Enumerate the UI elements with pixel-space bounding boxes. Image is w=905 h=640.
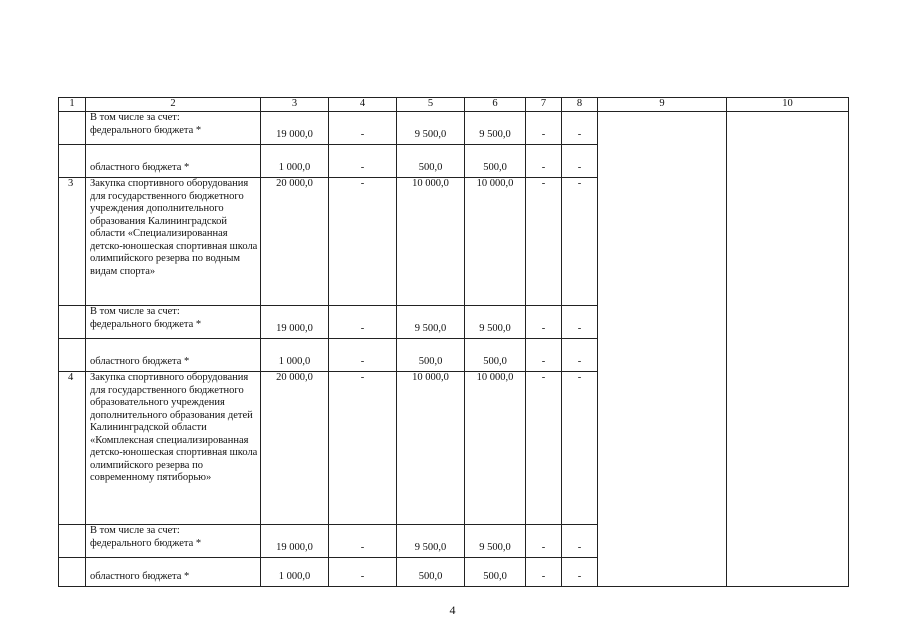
header-cell-9: 9 <box>598 98 727 112</box>
funding-source-intro: В том числе за счет: <box>90 306 180 317</box>
value-col-4: - <box>329 372 397 525</box>
value-col-6: 10 000,0 <box>465 178 526 306</box>
table-row <box>59 112 849 145</box>
value-col-5: 9 500,0 <box>397 112 465 145</box>
value-col-8: - <box>562 178 598 306</box>
value-col-5: 10 000,0 <box>397 372 465 525</box>
value-col-8: - <box>562 339 598 372</box>
row-number: 4 <box>59 372 86 525</box>
item-description: Закупка спортивного оборудования для государственного бюджетного образовательного учреждения дополнительного образования детей Калининградской области «Комплексная специализированная детско-юношеская спортивная школа олимпийского резерва по современному пятиборью» <box>86 372 261 525</box>
value-col-5: 500,0 <box>397 145 465 178</box>
value-col-7: - <box>526 339 562 372</box>
value-col-4: - <box>329 112 397 145</box>
value-col-8: - <box>562 525 598 558</box>
value-col-3: 19 000,0 <box>261 112 329 145</box>
value-col-3: 1 000,0 <box>261 145 329 178</box>
header-cell-8: 8 <box>562 98 598 112</box>
value-col-5: 9 500,0 <box>397 306 465 339</box>
row-description <box>86 525 261 558</box>
value-col-4: - <box>329 145 397 178</box>
value-col-7: - <box>526 306 562 339</box>
value-col-5: 500,0 <box>397 558 465 587</box>
value-col-3: 19 000,0 <box>261 525 329 558</box>
value-col-4: - <box>329 306 397 339</box>
header-cell-1: 1 <box>59 98 86 112</box>
page-number: 4 <box>449 603 456 617</box>
value-col-4: - <box>329 525 397 558</box>
value-col-6: 10 000,0 <box>465 372 526 525</box>
header-cell-5: 5 <box>397 98 465 112</box>
row-number <box>59 525 86 558</box>
value-col-3: 1 000,0 <box>261 339 329 372</box>
header-cell-2: 2 <box>86 98 261 112</box>
value-col-8: - <box>562 558 598 587</box>
funding-source-label: областного бюджета * <box>86 558 261 587</box>
funding-source-label: федерального бюджета * <box>90 318 202 330</box>
funding-source-label: областного бюджета * <box>86 145 261 178</box>
value-col-3: 20 000,0 <box>261 372 329 525</box>
value-col-6: 9 500,0 <box>465 112 526 145</box>
value-col-8: - <box>562 145 598 178</box>
funding-source-intro: В том числе за счет: <box>90 112 180 123</box>
value-col-7: - <box>526 525 562 558</box>
row-number <box>59 112 86 145</box>
value-col-7: - <box>526 372 562 525</box>
value-col-5: 500,0 <box>397 339 465 372</box>
funding-source-label: федерального бюджета * <box>90 537 202 549</box>
value-col-6: 500,0 <box>465 339 526 372</box>
funding-source-label: федерального бюджета * <box>90 124 202 136</box>
row-number <box>59 145 86 178</box>
row-number <box>59 306 86 339</box>
value-col-7: - <box>526 178 562 306</box>
value-col-8: - <box>562 306 598 339</box>
row-description <box>86 112 261 145</box>
funding-source-label: областного бюджета * <box>86 339 261 372</box>
value-col-3: 20 000,0 <box>261 178 329 306</box>
row-description <box>86 306 261 339</box>
value-col-4: - <box>329 558 397 587</box>
header-cell-6: 6 <box>465 98 526 112</box>
budget-table <box>58 97 849 587</box>
column-10-cell <box>727 112 849 587</box>
value-col-7: - <box>526 112 562 145</box>
header-cell-4: 4 <box>329 98 397 112</box>
value-col-7: - <box>526 558 562 587</box>
value-col-3: 19 000,0 <box>261 306 329 339</box>
header-cell-10: 10 <box>727 98 849 112</box>
value-col-6: 500,0 <box>465 558 526 587</box>
value-col-5: 10 000,0 <box>397 178 465 306</box>
value-col-3: 1 000,0 <box>261 558 329 587</box>
header-cell-7: 7 <box>526 98 562 112</box>
value-col-4: - <box>329 339 397 372</box>
value-col-6: 9 500,0 <box>465 525 526 558</box>
value-col-6: 500,0 <box>465 145 526 178</box>
item-description: Закупка спортивного оборудования для государственного бюджетного учреждения дополнительного образования Калининградской области «Специализированная детско-юношеская спортивная школа олимпийского резерва по водным видам спорта» <box>86 178 261 306</box>
row-number <box>59 339 86 372</box>
row-number: 3 <box>59 178 86 306</box>
value-col-4: - <box>329 178 397 306</box>
value-col-5: 9 500,0 <box>397 525 465 558</box>
header-cell-3: 3 <box>261 98 329 112</box>
value-col-8: - <box>562 372 598 525</box>
row-number <box>59 558 86 587</box>
value-col-8: - <box>562 112 598 145</box>
funding-source-intro: В том числе за счет: <box>90 525 180 536</box>
header-row <box>59 98 849 112</box>
value-col-6: 9 500,0 <box>465 306 526 339</box>
column-9-cell <box>598 112 727 587</box>
value-col-7: - <box>526 145 562 178</box>
